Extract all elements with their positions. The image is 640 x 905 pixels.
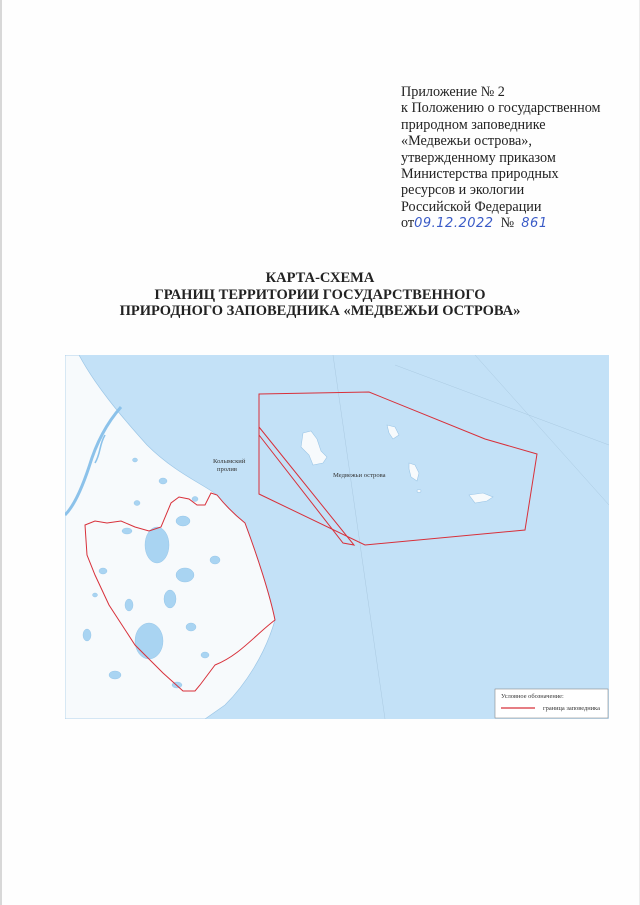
map-svg bbox=[65, 355, 609, 719]
appendix-line: Министерства природных bbox=[401, 166, 559, 183]
strait-label: Колымский bbox=[213, 458, 246, 465]
title-line: КАРТА-СХЕМА bbox=[265, 270, 375, 286]
appendix-line: «Медвежьи острова», bbox=[401, 133, 532, 150]
appendix-line: Российской Федерации bbox=[401, 198, 542, 215]
number-label: № bbox=[500, 215, 515, 232]
appendix-line: Приложение № 2 bbox=[401, 84, 505, 100]
map-legend bbox=[495, 689, 608, 718]
handwritten-number: 861 bbox=[521, 216, 548, 232]
reserve-map bbox=[65, 355, 609, 719]
appendix-line: ресурсов и экологии bbox=[401, 182, 525, 199]
title-line: ГРАНИЦ ТЕРРИТОРИИ ГОСУДАРСТВЕННОГО bbox=[154, 286, 486, 303]
appendix-line: к Положению о государственном bbox=[401, 100, 601, 117]
legend-item: граница заповедника bbox=[543, 705, 600, 712]
appendix-note bbox=[401, 84, 633, 233]
map-title bbox=[60, 270, 580, 320]
date-prefix: от bbox=[401, 215, 415, 232]
order-date-line bbox=[401, 215, 633, 232]
appendix-line: природном заповеднике bbox=[401, 116, 546, 133]
appendix-line: утвержденному приказом bbox=[401, 149, 556, 166]
title-line: ПРИРОДНОГО ЗАПОВЕДНИКА «МЕДВЕЖЬИ ОСТРОВА» bbox=[119, 303, 521, 319]
legend-title: Условное обозначение: bbox=[501, 693, 564, 700]
strait-label: пролив bbox=[217, 466, 237, 473]
handwritten-date: 09.12.2022 bbox=[414, 216, 494, 232]
islands-label: Медвежьи острова bbox=[333, 472, 386, 479]
